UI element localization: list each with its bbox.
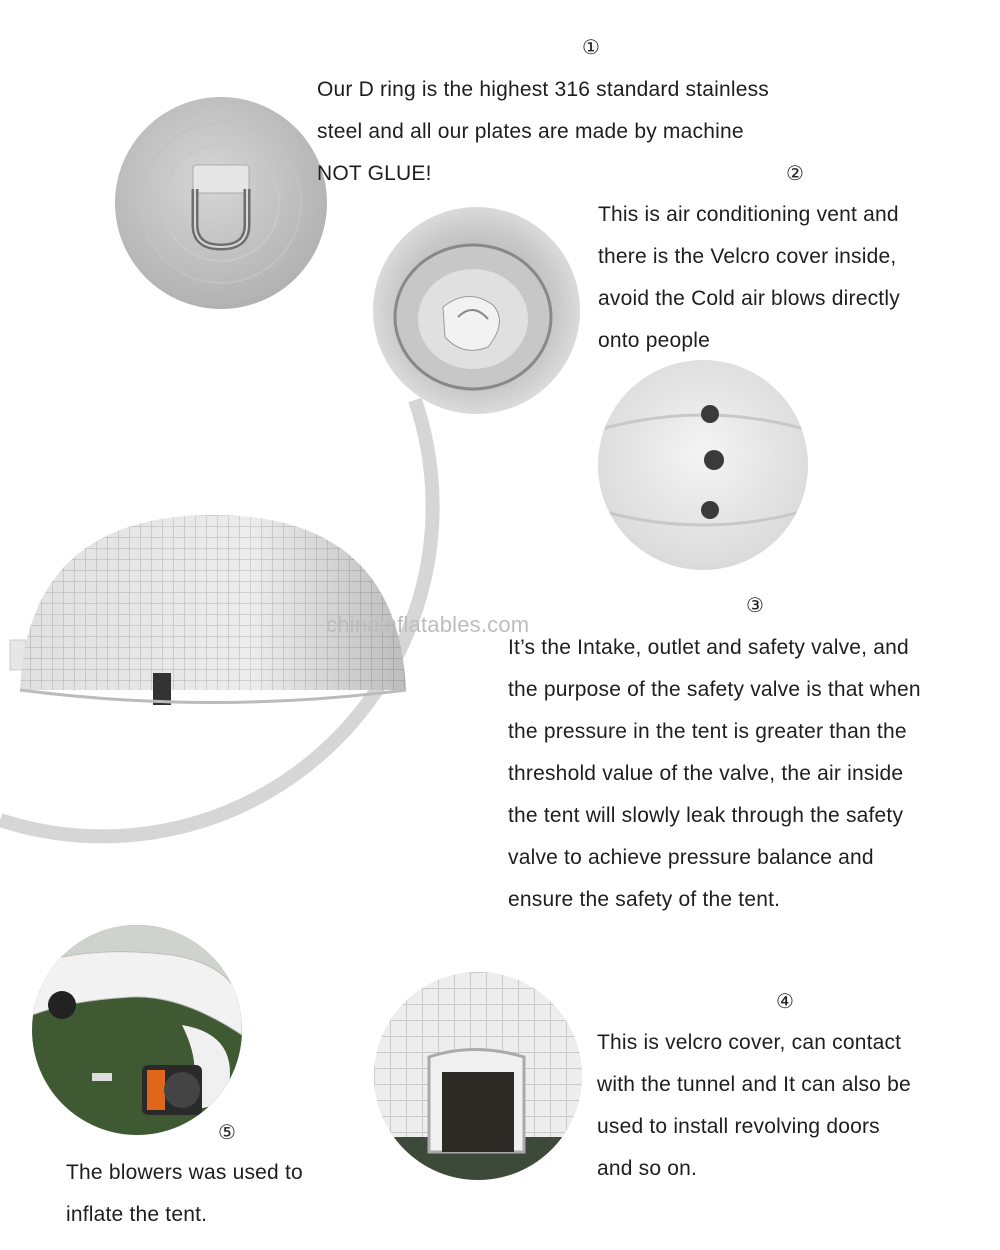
section-2-line-1: This is air conditioning vent and: [598, 203, 899, 226]
section-5-text: [66, 1152, 303, 1236]
section-3-line-4: threshold value of the valve, the air inside: [508, 762, 904, 785]
section-5-line-1: The blowers was used to: [66, 1161, 303, 1184]
section-5-marker: ⑤: [218, 1120, 236, 1144]
section-1-line-1: Our D ring is the highest 316 standard stainless: [317, 78, 770, 101]
air-vent-photo: [373, 207, 580, 414]
section-1-marker: ①: [582, 35, 600, 59]
section-4-marker: ④: [776, 989, 794, 1013]
section-1-text: [317, 69, 769, 195]
section-4-line-3: used to install revolving doors: [597, 1115, 880, 1138]
section-3-line-7: ensure the safety of the tent.: [508, 888, 781, 911]
section-4-line-4: and so on.: [597, 1157, 698, 1180]
section-2-line-3: avoid the Cold air blows directly: [598, 287, 900, 310]
blowers-photo: [32, 925, 242, 1135]
section-3-line-2: the purpose of the safety valve is that when: [508, 678, 921, 701]
section-3-line-6: valve to achieve pressure balance and: [508, 846, 874, 869]
section-3-line-1: It’s the Intake, outlet and safety valve, and: [508, 636, 909, 659]
section-1-line-3: NOT GLUE!: [317, 162, 432, 185]
section-5-line-2: inflate the tent.: [66, 1203, 208, 1226]
section-4-line-1: This is velcro cover, can contact: [597, 1031, 902, 1054]
section-2-line-4: onto people: [598, 329, 710, 352]
d-ring-photo: [115, 97, 327, 309]
section-2-line-2: there is the Velcro cover inside,: [598, 245, 897, 268]
section-4-line-2: with the tunnel and It can also be: [597, 1073, 911, 1096]
section-2-marker: ②: [786, 161, 804, 185]
section-3-text: [508, 627, 921, 921]
velcro-cover-photo: [374, 972, 582, 1180]
section-2-text: [598, 194, 900, 362]
section-4-text: [597, 1022, 911, 1190]
valves-photo: [598, 360, 808, 570]
section-3-line-3: the pressure in the tent is greater than the: [508, 720, 907, 743]
section-3-line-5: the tent will slowly leak through the safety: [508, 804, 904, 827]
section-1-line-2: steel and all our plates are made by machine: [317, 120, 744, 143]
watermark: chinainflatables.com: [326, 612, 530, 637]
section-3-marker: ③: [746, 593, 764, 617]
